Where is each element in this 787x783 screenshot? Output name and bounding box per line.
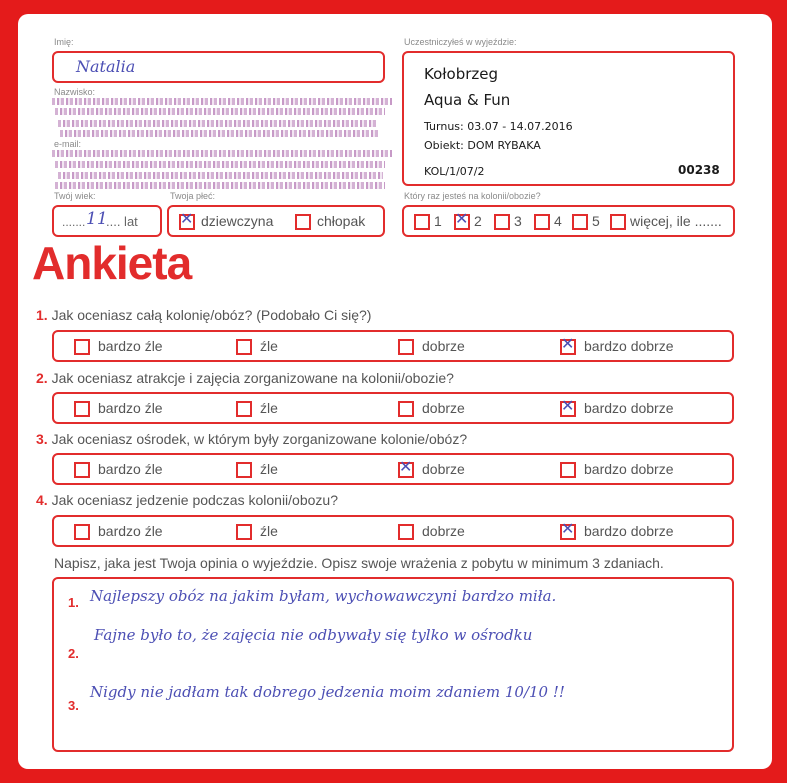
plec-checkbox-dziewczyna[interactable]: ✕	[180, 209, 194, 228]
question-3	[36, 431, 467, 447]
q3-option-bardzo-zle: bardzo źle	[98, 461, 163, 477]
ktory-raz-option-5: 5	[592, 213, 600, 229]
question-2-number: 2.	[36, 370, 48, 386]
camp-turnus: Turnus: 03.07 - 14.07.2016	[424, 120, 573, 133]
ktory-raz-checkbox-3[interactable]	[494, 214, 510, 230]
imie-value: Natalia	[76, 57, 136, 76]
q4-checkbox-dobrze[interactable]	[398, 524, 414, 540]
camp-code: KOL/1/07/2	[424, 165, 485, 178]
wiek-label: Twój wiek:	[54, 191, 96, 201]
q2-checkbox-bardzo-zle[interactable]	[74, 401, 90, 417]
imie-label: Imię:	[54, 37, 74, 47]
survey-title: Ankieta	[32, 237, 192, 289]
camp-number: 00238	[678, 163, 720, 177]
q2-option-bardzo-zle: bardzo źle	[98, 400, 163, 416]
ktory-raz-checkbox-5[interactable]	[572, 214, 588, 230]
wiek-prefix: .......	[62, 215, 86, 229]
wiek-suffix: .... lat	[106, 214, 138, 229]
question-3-number: 3.	[36, 431, 48, 447]
q1-option-dobrze: dobrze	[422, 338, 465, 354]
wiek-value: 11	[86, 209, 108, 229]
q3-option-zle: źle	[260, 461, 278, 477]
q1-checkbox-bardzo-zle[interactable]	[74, 339, 90, 355]
plec-checkbox-chlopak[interactable]	[295, 214, 311, 230]
camp-obiekt: Obiekt: DOM RYBAKA	[424, 139, 541, 152]
ktory-raz-option-2: 2	[474, 213, 482, 229]
uczestnik-label: Uczestniczyłeś w wyjeździe:	[404, 37, 517, 47]
answer-3-text: Nigdy nie jadłam tak dobrego jedzenia moim zdaniem 10/10 !!	[90, 683, 565, 701]
question-2	[36, 370, 454, 386]
question-2-options	[52, 392, 734, 424]
answer-1-number: 1.	[68, 595, 79, 610]
q4-option-dobrze: dobrze	[422, 523, 465, 539]
email-label: e-mail:	[54, 139, 82, 149]
ktory-raz-field	[402, 205, 735, 237]
q4-checkbox-bardzo-dobrze[interactable]: ✕	[561, 519, 575, 538]
question-1-options	[52, 330, 734, 362]
q2-checkbox-zle[interactable]	[236, 401, 252, 417]
question-3-text: Jak oceniasz ośrodek, w którym były zorganizowane kolonie/obóz?	[51, 431, 468, 447]
q2-option-bardzo-dobrze: bardzo dobrze	[584, 400, 674, 416]
answer-1-text: Najlepszy obóz na jakim byłam, wychowawczyni bardzo miła.	[90, 587, 557, 605]
camp-name: Aqua & Fun	[424, 91, 511, 109]
imie-field[interactable]	[52, 51, 385, 83]
answer-2-number: 2.	[68, 646, 79, 661]
q3-option-bardzo-dobrze: bardzo dobrze	[584, 461, 674, 477]
opinion-textarea[interactable]	[52, 577, 734, 752]
q2-option-zle: źle	[260, 400, 278, 416]
q2-checkbox-dobrze[interactable]	[398, 401, 414, 417]
question-4-options	[52, 515, 734, 547]
q1-option-zle: źle	[260, 338, 278, 354]
q1-option-bardzo-dobrze: bardzo dobrze	[584, 338, 674, 354]
plec-option-dziewczyna: dziewczyna	[201, 213, 274, 229]
wiek-field[interactable]	[52, 205, 162, 237]
q2-option-dobrze: dobrze	[422, 400, 465, 416]
question-4-text: Jak oceniasz jedzenie podczas kolonii/obozu?	[51, 492, 338, 508]
q1-option-bardzo-zle: bardzo źle	[98, 338, 163, 354]
ktory-raz-option-4: 4	[554, 213, 562, 229]
plec-label: Twoja płeć:	[170, 191, 216, 201]
q4-option-bardzo-zle: bardzo źle	[98, 523, 163, 539]
question-4-number: 4.	[36, 492, 48, 508]
answer-3-number: 3.	[68, 698, 79, 713]
ktory-raz-option-wiecej: więcej, ile .......	[630, 213, 722, 229]
nazwisko-label: Nazwisko:	[54, 87, 96, 97]
q3-checkbox-bardzo-dobrze[interactable]	[560, 462, 576, 478]
q3-checkbox-dobrze[interactable]: ✕	[399, 457, 413, 476]
question-2-text: Jak oceniasz atrakcje i zajęcia zorganizowane na kolonii/obozie?	[51, 370, 454, 386]
question-1-number: 1.	[36, 307, 48, 323]
question-4	[36, 492, 338, 508]
camp-city: Kołobrzeg	[424, 65, 499, 83]
ktory-raz-label: Który raz jesteś na kolonii/obozie?	[404, 191, 541, 201]
opinion-prompt: Napisz, jaka jest Twoja opinia o wyjeździe. Opisz swoje wrażenia z pobytu w minimum 3 zdaniach.	[54, 555, 664, 571]
q4-checkbox-zle[interactable]	[236, 524, 252, 540]
camp-info-box	[402, 51, 735, 186]
ktory-raz-checkbox-wiecej[interactable]	[610, 214, 626, 230]
q3-checkbox-zle[interactable]	[236, 462, 252, 478]
question-3-options	[52, 453, 734, 485]
plec-option-chlopak: chłopak	[317, 213, 366, 229]
q1-checkbox-zle[interactable]	[236, 339, 252, 355]
q1-checkbox-dobrze[interactable]	[398, 339, 414, 355]
q4-option-bardzo-dobrze: bardzo dobrze	[584, 523, 674, 539]
ktory-raz-checkbox-4[interactable]	[534, 214, 550, 230]
q4-option-zle: źle	[260, 523, 278, 539]
q3-option-dobrze: dobrze	[422, 461, 465, 477]
q1-checkbox-bardzo-dobrze[interactable]: ✕	[561, 334, 575, 353]
q3-checkbox-bardzo-zle[interactable]	[74, 462, 90, 478]
q4-checkbox-bardzo-zle[interactable]	[74, 524, 90, 540]
question-1	[36, 307, 371, 323]
question-1-text: Jak oceniasz całą kolonię/obóz? (Podobało Ci się?)	[51, 307, 372, 323]
ktory-raz-option-3: 3	[514, 213, 522, 229]
answer-2-text: Fajne było to, że zajęcia nie odbywały się tylko w ośrodku	[94, 626, 533, 644]
q2-checkbox-bardzo-dobrze[interactable]: ✕	[561, 396, 575, 415]
ktory-raz-checkbox-2[interactable]: ✕	[455, 209, 469, 228]
ktory-raz-option-1: 1	[434, 213, 442, 229]
plec-field	[167, 205, 385, 237]
ktory-raz-checkbox-1[interactable]	[414, 214, 430, 230]
